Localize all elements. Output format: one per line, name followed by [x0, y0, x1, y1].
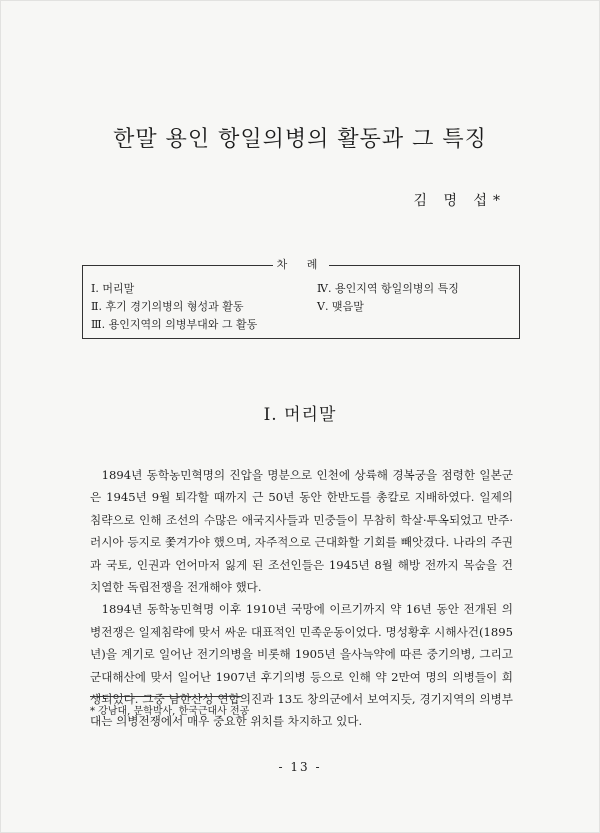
paragraph: 1894년 동학농민혁명 이후 1910년 국망에 이르기까지 약 16년 동안 전개된 의병전쟁은 일제침략에 맞서 싸운 대표적인 민족운동이었다. 명성황후 시해사건(1895년)을 계기로 일어난 전기의병을 비롯해 1905년 을사늑약에 따른 중기의병, 그리고 군대해산에 맞서 일어난 1907년 후기의병 등으로 인해 약 2만여 명의 의병들이 희생되었다. 그중 남한산성 연합의진과 13도 창의군에서 보여지듯, 경기지역의 의병부대는 의병전쟁에서 매우 중요한 위치를 차지하고 있다.	[90, 602, 513, 729]
body-text	[90, 464, 513, 733]
table-of-contents	[82, 258, 520, 339]
toc-item: Ⅲ. 용인지역의 의병부대와 그 활동	[91, 318, 258, 331]
section-heading: Ⅰ. 머리말	[263, 405, 337, 425]
toc-column-left	[91, 280, 257, 334]
author-name: 김 명 섭*	[413, 193, 506, 209]
footnote-divider	[90, 696, 242, 697]
page-number: - 13 -	[278, 760, 322, 774]
paper-title: 한말 용인 항일의병의 활동과 그 특징	[113, 127, 487, 152]
toc-item: Ⅴ. 맺음말	[317, 300, 364, 313]
footnote: * 강남대, 문학박사, 한국근대사 전공	[90, 706, 250, 717]
toc-item: Ⅰ. 머리말	[91, 282, 135, 295]
toc-column-right	[317, 280, 459, 316]
paragraph: 1894년 동학농민혁명의 진압을 명분으로 인천에 상륙해 경복궁을 점령한 일본군은 1945년 9월 퇴각할 때까지 근 50년 동안 한반도를 총칼로 지배하였다. 일제의 침략으로 인해 조선의 수많은 애국지사들과 민중들이 무참히 학살·투옥되었고 만주·러시아 등지로 쫓겨가야 했으며, 자주적으로 근대화할 기회를 빼앗겼다. 나라의 주권과 국토, 인권과 언어마저 잃게 된 조선인들은 1945년 8월 해방 전까지 목숨을 건 치열한 독립전쟁을 전개해야 했다.	[90, 468, 513, 595]
toc-item: Ⅳ. 용인지역 항일의병의 특징	[317, 282, 459, 295]
toc-heading: 차 례	[273, 258, 330, 271]
toc-item: Ⅱ. 후기 경기의병의 형성과 활동	[91, 300, 244, 313]
